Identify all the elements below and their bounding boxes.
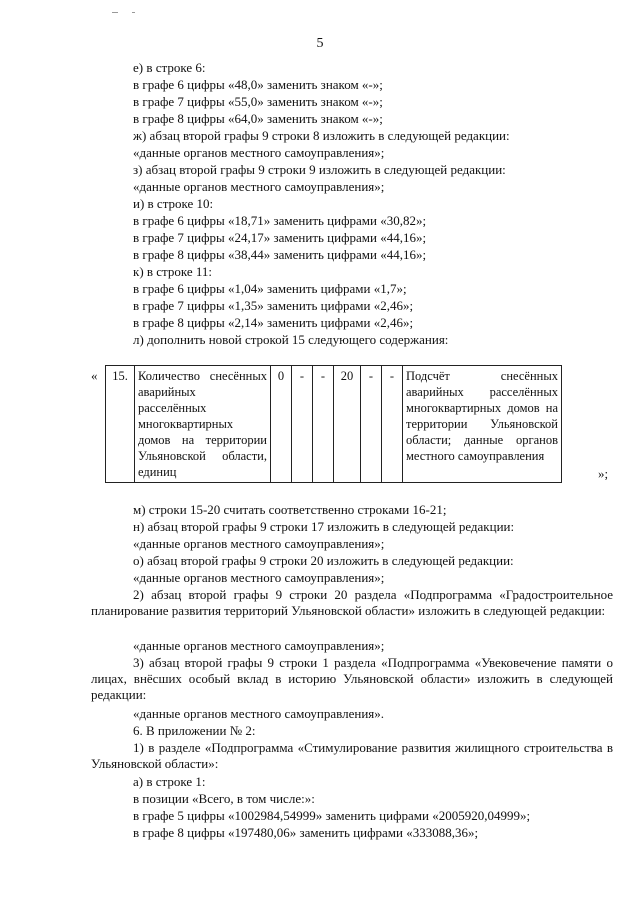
text-line: в графе 8 цифры «2,14» заменить цифрами «2,46»; [133,315,414,330]
text-line: в графе 8 цифры «197480,06» заменить цифрами «333088,36»; [133,825,479,840]
close-quote: »; [598,466,609,481]
text-line: к) в строке 11: [133,264,213,279]
text-line: л) дополнить новой строкой 15 следующего содержания: [133,332,449,347]
text-line: в позиции «Всего, в том числе:»: [133,791,315,806]
text-line: и) в строке 10: [133,196,214,211]
scan-speck [112,12,118,13]
text-line: в графе 6 цифры «18,71» заменить цифрами «30,82»; [133,213,427,228]
text-line: м) строки 15-20 считать соответственно строками 16-21; [133,502,447,517]
text-line: о) абзац второй графы 9 строки 20 изложить в следующей редакции: [133,553,514,568]
value-cell: - [382,366,403,483]
value-cell: - [313,366,334,483]
paragraph: 3) абзац второй графы 9 строки 1 раздела «Подпрограмма «Увековечение памяти о лицах, внёсших особый вклад в историю Ульяновской области» изложить в следующей редакции: [91,655,613,702]
text-line: з) абзац второй графы 9 строки 9 изложить в следующей редакции: [133,162,506,177]
data-source: Подсчёт снесённых аварийных расселённых многоквартирных домов на территории Ульяновской области; данные органов местного самоуправления [403,366,562,483]
text-line: в графе 6 цифры «1,04» заменить цифрами «1,7»; [133,281,407,296]
text-line: в графе 6 цифры «48,0» заменить знаком «-»; [133,77,383,92]
row-number: 15. [106,366,135,483]
text-line: в графе 5 цифры «1002984,54999» заменить цифрами «2005920,04999»; [133,808,531,823]
open-quote: « [91,368,98,383]
text-line: в графе 8 цифры «64,0» заменить знаком «-»; [133,111,383,126]
table-row [106,366,562,483]
text-line: в графе 7 цифры «1,35» заменить цифрами «2,46»; [133,298,414,313]
inserted-row-table [105,365,562,483]
text-line: «данные органов местного самоуправления»; [133,145,385,160]
section-heading: 6. В приложении № 2: [133,723,256,738]
text-line: «данные органов местного самоуправления»; [133,179,385,194]
value-cell: - [292,366,313,483]
text-line: в графе 7 цифры «24,17» заменить цифрами «44,16»; [133,230,427,245]
text-line: в графе 8 цифры «38,44» заменить цифрами «44,16»; [133,247,427,262]
text-line: ж) абзац второй графы 9 строки 8 изложить в следующей редакции: [133,128,510,143]
paragraph: 2) абзац второй графы 9 строки 20 раздела «Подпрограмма «Градостроительное планирование развития территорий Ульяновской области» изложить в следующей редакции: [91,587,613,618]
value-cell: 20 [334,366,361,483]
value-cell: - [361,366,382,483]
scan-speck [132,12,135,13]
text-line: «данные органов местного самоуправления»; [133,570,385,585]
text-line: н) абзац второй графы 9 строки 17 изложить в следующей редакции: [133,519,515,534]
text-line: «данные органов местного самоуправления»; [133,638,385,653]
indicator-name: Количество снесённых аварийных расселённых многоквартирных домов на территории Ульяновской области, единиц [135,366,271,483]
text-line: «данные органов местного самоуправления»; [133,536,385,551]
text-line: а) в строке 1: [133,774,206,789]
page-number: 5 [316,36,324,51]
paragraph: 1) в разделе «Подпрограмма «Стимулирование развития жилищного строительства в Ульяновской области»: [91,740,613,771]
text-line: «данные органов местного самоуправления». [133,706,385,721]
value-cell: 0 [271,366,292,483]
text-line: е) в строке 6: [133,60,206,75]
text-line: в графе 7 цифры «55,0» заменить знаком «-»; [133,94,383,109]
